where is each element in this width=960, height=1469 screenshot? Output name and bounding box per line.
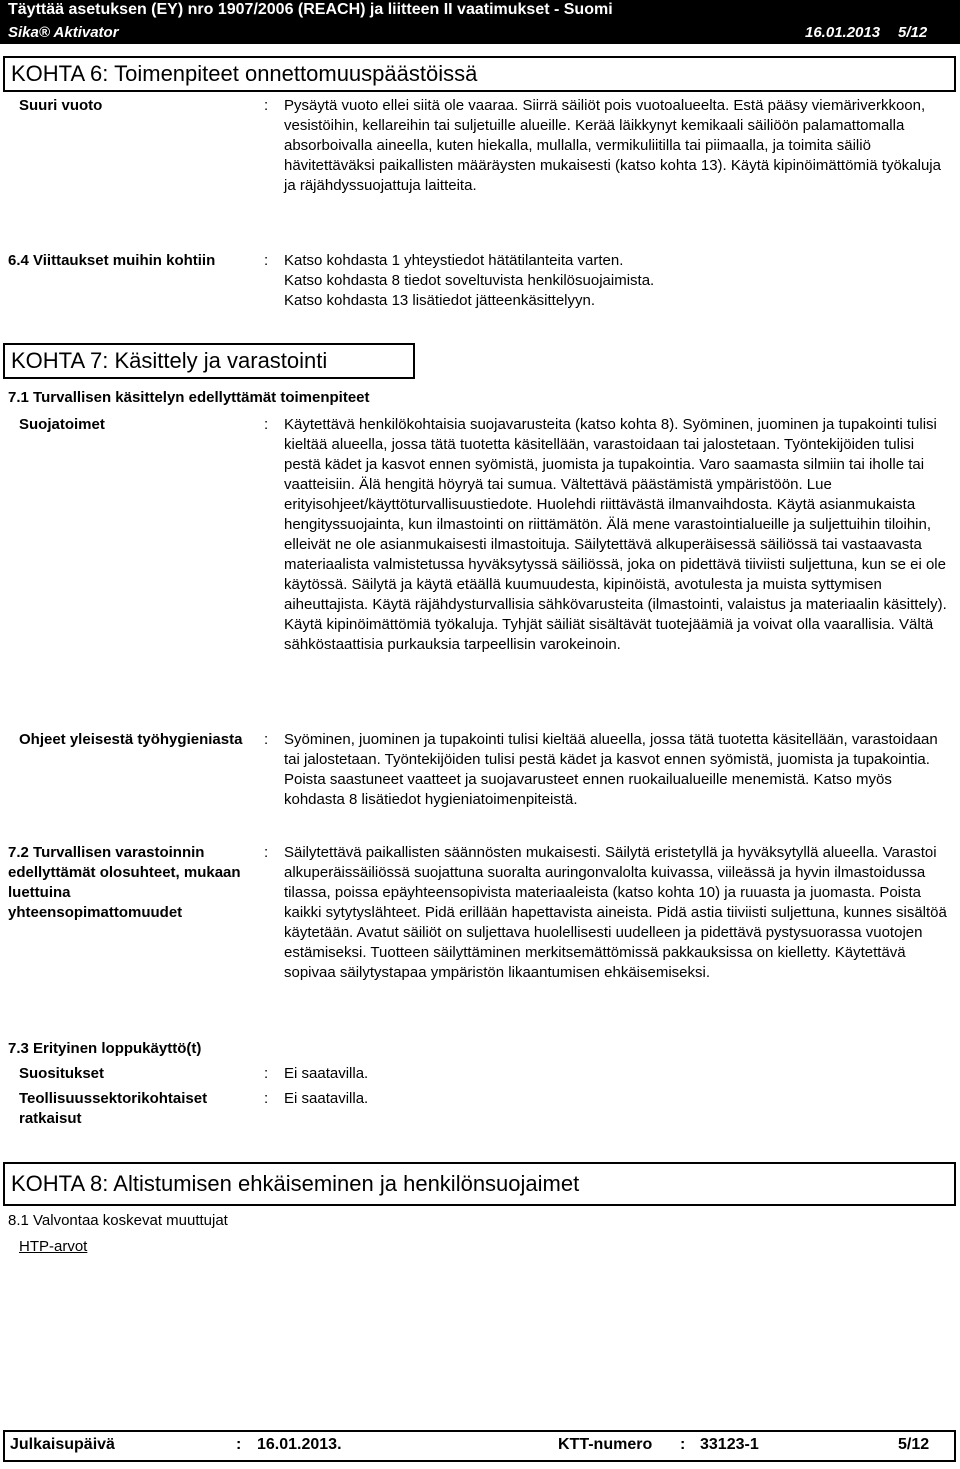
large-spill-label: Suuri vuoto [19, 97, 103, 114]
ktt-label: KTT-numero [558, 1436, 653, 1453]
colon: : [264, 252, 269, 269]
storage-text: Säilytettävä paikallisten säännösten mukaisesti. Säilytä eristetyllä ja hyväksytyllä alueella. Varastoi alkuperäissäiliössä suojattuna suoralta auringonvalolta kuivassa, viileässä ja hyvin ilmastoidussa tilassa, poissa epäyhteensopivista materiaaleista (katso kohta 10) ja ruuasta ja juomasta. Poista kaikki sytytyslähteet. Pidä erillään hapettavista aineista. Pidä astia tiiviisti suljettuna, kunnes sisältöä käytetään. Avatut säiliöt on suljettava huolellisesti uudelleen ja pidettävä pystysuorassa vuotojen estämiseksi. Tuotteen säilyttäminen merkitsemättömissä pakkauksissa on kielletty. Käytettävä sopivaa säilytystapaa ympäristön likaantumisen ehkäisemiseksi. [284, 844, 947, 981]
footer-page-number: 5/12 [898, 1436, 930, 1453]
subsection-7-1: 7.1 Turvallisen käsittelyn edellyttämät toimenpiteet [8, 389, 370, 406]
references-text [284, 251, 952, 311]
regulation-line: Täyttää asetuksen (EY) nro 1907/2006 (REACH) ja liitteen II vaatimukset - Suomi [8, 1, 613, 18]
page-header [0, 0, 960, 44]
protective-text: Käytettävä henkilökohtaisia suojavarusteita (katso kohta 8). Syöminen, juominen ja tupakointi tulisi kieltää alueella, jossa tätä tuotetta käsitellään, varastoidaan tai jalostetaan. Työntekijöiden tulisi pestä kädet ja kasvot ennen syömistä, juomista ja tupakointia. Varo saamasta silmiin tai iholle tai vaatteisiin. Älä hengitä höyryä tai sumua. Vältettävä päästämistä ympäristöön. Lue erityisohjeet/käyttöturvallisuustiedote. Huolehdi riittävästä ilmanvaihdosta. Käytä asianmukaista hengityssuojainta, kun ilmastointi on riittämätön. Älä mene varastointialueille ja suljettuihin tiloihin, elleivät ne ole asianmukaisesti ilmastoituja. Säilytettävä alkuperäisessä säiliössä tai vastaavasta materiaalista valmistetussa hyväksytyssä säiliössä, joka on pidettävä tiiviisti suljettuna, kun se ei ole käytössä. Säilytä ja käytä etäällä kuumuudesta, kipinöistä, avotulesta ja muista syttymisen aiheuttajista. Käytä räjähdysturvallisia sähkövarusteita (ilmastointi, valaistus ja materiaalin käsittely). Käytä kipinöimättömiä työkaluja. Tyhjät säiliät sisältävät tuotejäämiä ja voivat olla vaarallisia. Vältä sähköstaattisia purkauksia tarpeellisin varokeinoin. [284, 416, 947, 653]
section-6-title: KOHTA 6: Toimenpiteet onnettomuuspäästöissä [3, 56, 956, 92]
industry-value: Ei saatavilla. [284, 1090, 369, 1107]
pub-date: 16.01.2013. [257, 1436, 342, 1453]
storage-label: 7.2 Turvallisen varastoinnin edellyttämät olosuhteet, mukaan luettuina yhteensopimattomuudet [8, 844, 241, 921]
colon: : [264, 731, 269, 748]
header-page-number: 5/12 [898, 24, 928, 41]
product-name: Sika® Aktivator [8, 24, 119, 41]
htp-label: HTP-arvot [19, 1238, 88, 1255]
section-8-title: KOHTA 8: Altistumisen ehkäiseminen ja henkilönsuojaimet [3, 1162, 956, 1206]
ktt-value: 33123-1 [700, 1436, 759, 1453]
reference-line: Katso kohdasta 13 lisätiedot jätteenkäsittelyyn. [284, 292, 596, 309]
subsection-7-3: 7.3 Erityinen loppukäyttö(t) [8, 1040, 202, 1057]
references-label: 6.4 Viittaukset muihin kohtiin [8, 252, 216, 269]
colon: : [264, 416, 269, 433]
colon: : [264, 1090, 269, 1107]
colon: : [680, 1436, 686, 1453]
hygiene-label: Ohjeet yleisestä työhygieniasta [19, 731, 243, 748]
large-spill-text: Pysäytä vuoto ellei siitä ole vaaraa. Siirrä säiliöt pois vuotoalueelta. Estä pääsy viemäriverkkoon, vesistöihin, kellareihin tai suljetuille alueille. Kerää läikkynyt kemikaali säiliöön palamattomalla absorboivalla aineella, kuten hiekalla, mullalla, vermikuliitilla tai piimaalla, ja toimita säiliö hävitettäväksi paikallisten määräysten mukaisesti (katso kohta 13). Käytä kipinöimättömiä työkaluja ja räjähdyssuojattuja laitteita. [284, 97, 941, 194]
protective-label: Suojatoimet [19, 416, 105, 433]
reference-line: Katso kohdasta 8 tiedot soveltuvista henkilösuojaimista. [284, 272, 655, 289]
reference-line: Katso kohdasta 1 yhteystiedot hätätilanteita varten. [284, 252, 624, 269]
recommendations-label: Suositukset [19, 1065, 105, 1082]
recommendations-value: Ei saatavilla. [284, 1065, 369, 1082]
section-7-title: KOHTA 7: Käsittely ja varastointi [3, 343, 415, 379]
colon: : [264, 844, 269, 861]
pub-label: Julkaisupäivä [10, 1436, 115, 1453]
colon: : [264, 97, 269, 114]
industry-label: Teollisuussektorikohtaiset ratkaisut [19, 1090, 208, 1127]
colon: : [236, 1436, 242, 1453]
colon: : [264, 1065, 269, 1082]
page-footer [3, 1430, 956, 1462]
subsection-8-1: 8.1 Valvontaa koskevat muuttujat [8, 1212, 228, 1229]
header-date: 16.01.2013 [805, 24, 881, 41]
hygiene-text: Syöminen, juominen ja tupakointi tulisi kieltää alueella, jossa tätä tuotetta käsitellään, varastoidaan tai jalostetaan. Työntekijöiden tulisi pestä kädet ja kasvot ennen syömistä, juomista ja tupakointia. Poista saastuneet vaatteet ja suojavarusteet ennen ruokailualueille menemistä. Katso myös kohdasta 8 lisätiedot hygieniatoimenpiteistä. [284, 731, 938, 808]
